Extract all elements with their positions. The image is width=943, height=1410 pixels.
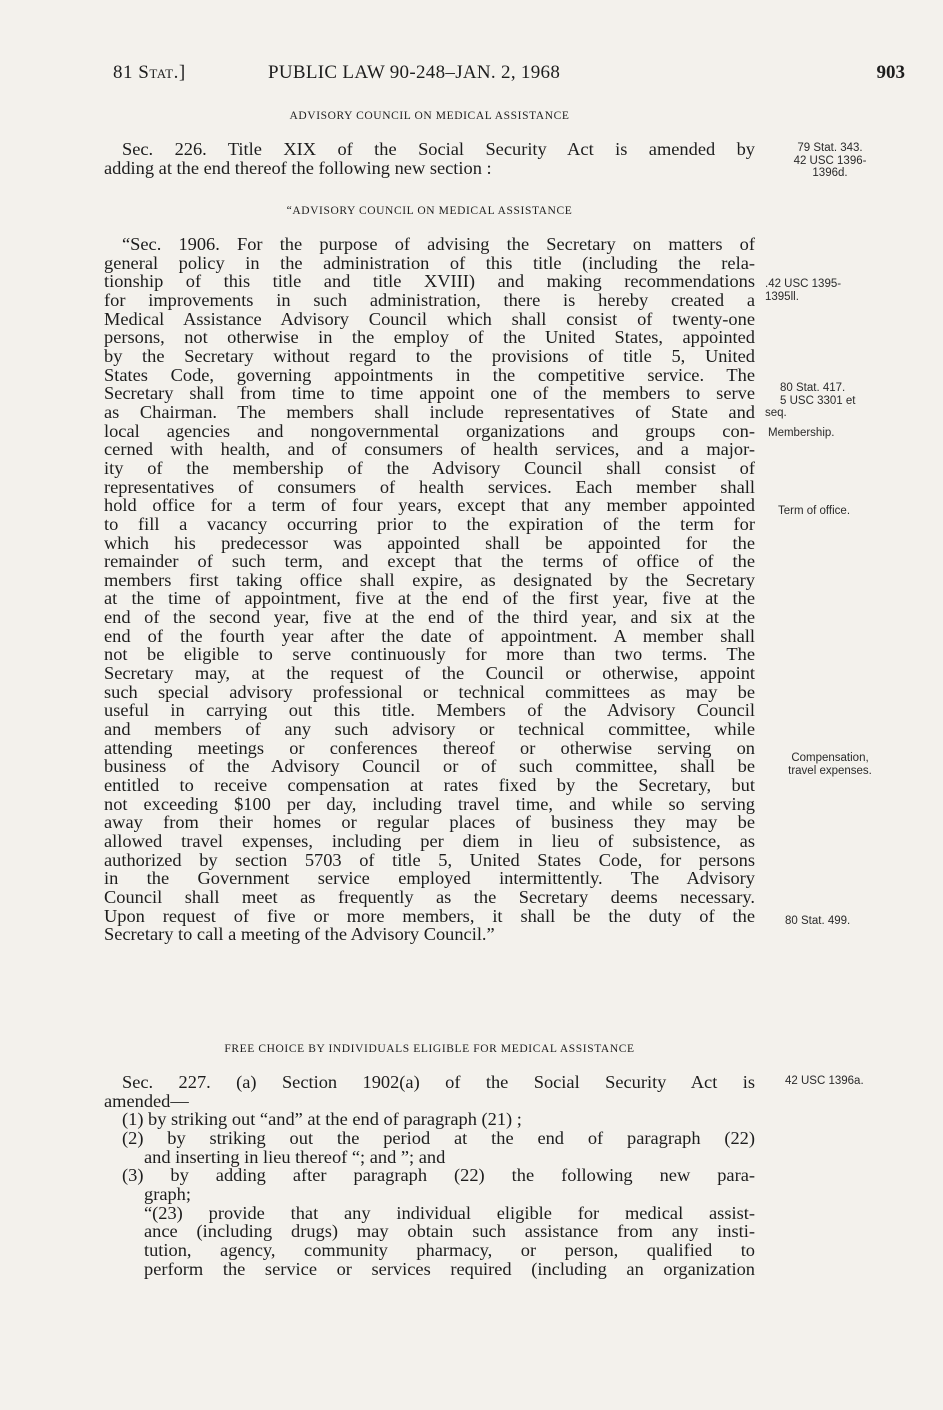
- text-line: local agencies and nongovernmental organizations and groups con-: [104, 420, 755, 441]
- text-line: Upon request of five or more members, it shall be the duty of the: [104, 905, 755, 926]
- text-line: representatives of consumers of health services. Each member shall: [104, 476, 755, 497]
- text-line: Secretary to call a meeting of the Advisory Council.”: [104, 924, 495, 945]
- section-226-text: [104, 140, 755, 177]
- margin-note-line: Compensation,: [791, 752, 869, 764]
- text-line: at the time of appointment, five at the end of the first year, five at the: [104, 588, 755, 609]
- text-line: not exceeding $100 per day, including travel time, and while so serving: [104, 793, 755, 814]
- text-line: tionship of this title and title XVIII) and making recommendations: [104, 271, 755, 292]
- margin-note-compensation: [765, 752, 895, 777]
- text-line: business of the Advisory Council or of such committee, shall be: [104, 756, 755, 777]
- margin-note-term-of-office: [765, 505, 895, 518]
- text-line: end of the fourth year after the date of appointment. A member shall: [104, 625, 755, 646]
- text-line: States Code, governing appointments in the competitive service. The: [104, 364, 755, 385]
- margin-note-79-stat-343: [765, 142, 895, 180]
- text-line: Secretary may, at the request of the Council or otherwise, appoint: [104, 663, 755, 684]
- text-line: end of the second year, five at the end of the third year, and six at the: [104, 607, 755, 628]
- text-line: to fill a vacancy occurring prior to the expiration of the term for: [104, 513, 755, 534]
- margin-note-line: .42 USC 1395-: [765, 278, 842, 290]
- margin-note-line: 42 USC 1396a.: [785, 1075, 864, 1087]
- margin-note-42-usc-1395: [765, 278, 895, 303]
- text-line: general policy in the administration of this title (including the rela-: [104, 252, 755, 273]
- text-line: members first taking office shall expire, as designated by the Secretary: [104, 569, 755, 590]
- margin-note-line: Term of office.: [778, 505, 851, 517]
- margin-note-line: 42 USC 1396-: [793, 154, 867, 167]
- text-line: allowed travel expenses, including per diem in lieu of subsistence, as: [104, 831, 755, 851]
- section-1906-text: [104, 235, 755, 944]
- text-line: (3) by adding after paragraph (22) the following new para-: [122, 1165, 755, 1186]
- text-line: useful in carrying out this title. Members of the Advisory Council: [104, 700, 755, 721]
- margin-note-line: travel expenses.: [788, 764, 872, 777]
- text-line: which his predecessor was appointed shall be appointed for the: [104, 532, 755, 553]
- margin-note-line: 80 Stat. 417.: [780, 382, 846, 394]
- public-law-title: PUBLIC LAW 90-248–JAN. 2, 1968: [268, 62, 561, 83]
- text-line: and members of any such advisory or technical committee, while: [104, 719, 755, 740]
- text-line: for improvements in such administration, there is hereby created a: [104, 289, 755, 310]
- text-line: Secretary shall from time to time appoint one of the members to serve: [104, 383, 755, 404]
- margin-note-80-stat-417: [765, 382, 895, 420]
- text-line: authorized by section 5703 of title 5, United States Code, for persons: [104, 849, 755, 870]
- section-1906-heading: “ADVISORY COUNCIL ON MEDICAL ASSISTANCE: [286, 205, 573, 217]
- text-line: ance (including drugs) may obtain such assistance from any insti-: [144, 1221, 755, 1242]
- margin-note-line: 5 USC 3301 et: [780, 394, 856, 407]
- text-line: not be eligible to serve continuously for more than two terms. The: [104, 644, 755, 665]
- text-line: remainder of such term, and except that the terms of office of the: [104, 551, 755, 572]
- margin-note-line: 1396d.: [812, 167, 848, 180]
- margin-note-line: 79 Stat. 343.: [797, 142, 863, 154]
- margin-note-42-usc-1396a: [765, 1075, 895, 1088]
- margin-note-line: 80 Stat. 499.: [785, 915, 851, 927]
- text-line: Council shall meet as frequently as the Secretary deems necessary.: [104, 886, 755, 907]
- text-line: persons, not otherwise in the employ of the United States, appointed: [104, 327, 755, 348]
- margin-note-line: Membership.: [768, 427, 835, 439]
- text-line: entitled to receive compensation at rates fixed by the Secretary, but: [104, 775, 755, 796]
- text-line: (1) by striking out “and” at the end of paragraph (21) ;: [122, 1109, 522, 1130]
- text-line: by the Secretary without regard to the provisions of title 5, United: [104, 345, 755, 366]
- text-line: such special advisory professional or technical committees as may be: [104, 681, 755, 702]
- page-number: 903: [876, 62, 905, 83]
- text-line: tution, agency, community pharmacy, or person, qualified to: [144, 1239, 755, 1260]
- section-227-heading: FREE CHOICE BY INDIVIDUALS ELIGIBLE FOR MEDICAL ASSISTANCE: [224, 1043, 635, 1055]
- text-line: in the Government service employed intermittently. The Advisory: [104, 868, 755, 889]
- margin-note-membership: [765, 427, 895, 440]
- text-line: and inserting in lieu thereof “; and ”; and: [144, 1146, 446, 1167]
- text-line: perform the service or services required (including an organization: [144, 1258, 755, 1279]
- text-line: hold office for a term of four years, except that any member appointed: [104, 495, 755, 516]
- text-line: “(23) provide that any individual eligible for medical assist-: [144, 1202, 755, 1223]
- page-header: [0, 62, 943, 86]
- text-line: Sec. 227. (a) Section 1902(a) of the Social Security Act is: [122, 1072, 755, 1092]
- margin-note-line: seq.: [765, 407, 787, 420]
- text-line: cerned with health, and of consumers of health services, and a major-: [104, 439, 755, 460]
- text-line: (2) by striking out the period at the end of paragraph (22): [122, 1127, 755, 1148]
- text-line: ity of the membership of the Advisory Council shall consist of: [104, 457, 755, 478]
- text-line: graph;: [144, 1183, 191, 1204]
- margin-note-80-stat-499: [765, 915, 895, 928]
- text-line: Medical Assistance Advisory Council which shall consist of twenty-one: [104, 308, 755, 329]
- text-line: as Chairman. The members shall include representatives of State and: [104, 401, 755, 422]
- text-line: amended—: [104, 1090, 189, 1111]
- text-line: adding at the end thereof the following new section :: [104, 157, 492, 178]
- text-line: Sec. 226. Title XIX of the Social Security Act is amended by: [122, 139, 755, 159]
- section-227-text: [104, 1073, 755, 1278]
- stat-volume: 81 Stat.]: [113, 62, 186, 83]
- section-226-heading: ADVISORY COUNCIL ON MEDICAL ASSISTANCE: [289, 110, 570, 122]
- text-line: attending meetings or conferences thereof or otherwise serving on: [104, 737, 755, 758]
- margin-note-line: 1395ll.: [765, 290, 799, 303]
- text-line: “Sec. 1906. For the purpose of advising the Secretary on matters of: [122, 234, 755, 254]
- text-line: away from their homes or regular places of business they may be: [104, 812, 755, 833]
